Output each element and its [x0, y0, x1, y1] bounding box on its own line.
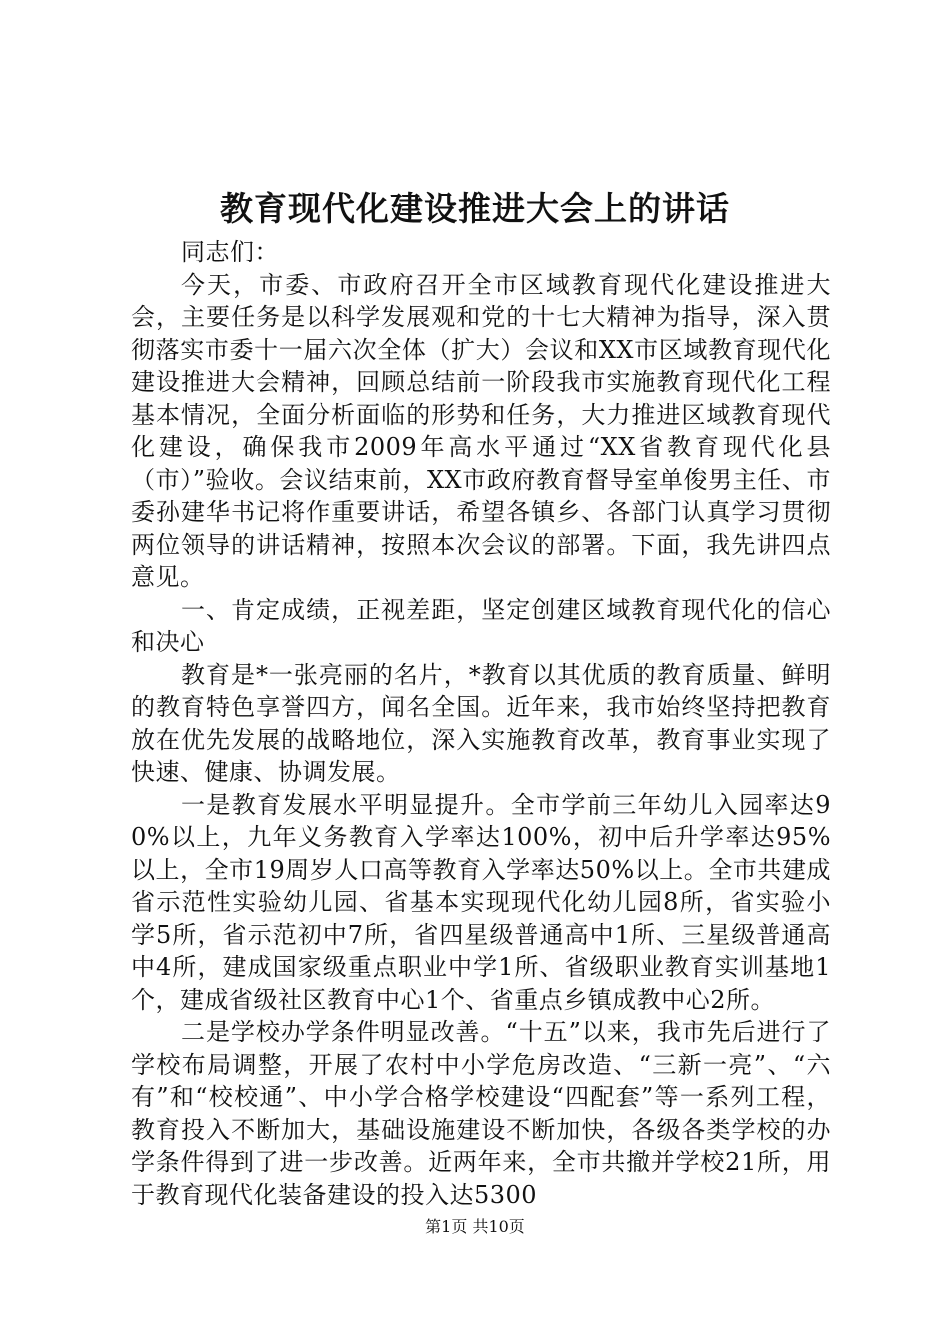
page-footer: 第1页 共10页 [425, 1217, 525, 1236]
paragraph-overview: 教育是*一张亮丽的名片，*教育以其优质的教育质量、鲜明的教育特色享誉四方，闻名全国。近年来，我市始终坚持把教育放在优先发展的战略地位，深入实施教育改革，教育事业实现了快速、健康、协调发展。 [131, 660, 831, 786]
section-heading: 一、肯定成绩，正视差距，坚定创建区域教育现代化的信心和决心 [131, 595, 831, 656]
document-title: 教育现代化建设推进大会上的讲话 [220, 189, 730, 228]
salutation: 同志们： [181, 238, 279, 266]
paragraph-intro: 今天，市委、市政府召开全市区域教育现代化建设推进大会，主要任务是以科学发展观和党的十七大精神为指导，深入贯彻落实市委十一届六次全体（扩大）会议和XX市区域教育现代化建设推进大会精神，回顾总结前一阶段我市实施教育现代化工程基本情况，全面分析面临的形势和任务，大力推进区域教育现代化建设，确保我市2009年高水平通过“XX省教育现代化县（市）”验收。会议结束前，XX市政府教育督导室单俊男主任、市委孙建华书记将作重要讲话，希望各镇乡、各部门认真学习贯彻两位领导的讲话精神，按照本次会议的部署。下面，我先讲四点意见。 [131, 270, 831, 591]
document-body [131, 236, 831, 1211]
paragraph-point-one: 一是教育发展水平明显提升。全市学前三年幼儿入园率达90%以上，九年义务教育入学率达100%，初中后升学率达95%以上，全市19周岁人口高等教育入学率达50%以上。全市共建成省示范性实验幼儿园、省基本实现现代化幼儿园8所，省实验小学5所，省示范初中7所，省四星级普通高中1所、三星级普通高中4所，建成国家级重点职业中学1所、省级职业教育实训基地1个，建成省级社区教育中心1个、省重点乡镇成教中心2所。 [131, 790, 831, 1014]
paragraph-point-two: 二是学校办学条件明显改善。“十五”以来，我市先后进行了学校布局调整，开展了农村中小学危房改造、“三新一亮”、“六有”和“校校通”、中小学合格学校建设“四配套”等一系列工程，教育投入不断加大，基础设施建设不断加快，各级各类学校的办学条件得到了进一步改善。近两年来，全市共撤并学校21所，用于教育现代化装备建设的投入达5300 [131, 1018, 831, 1209]
